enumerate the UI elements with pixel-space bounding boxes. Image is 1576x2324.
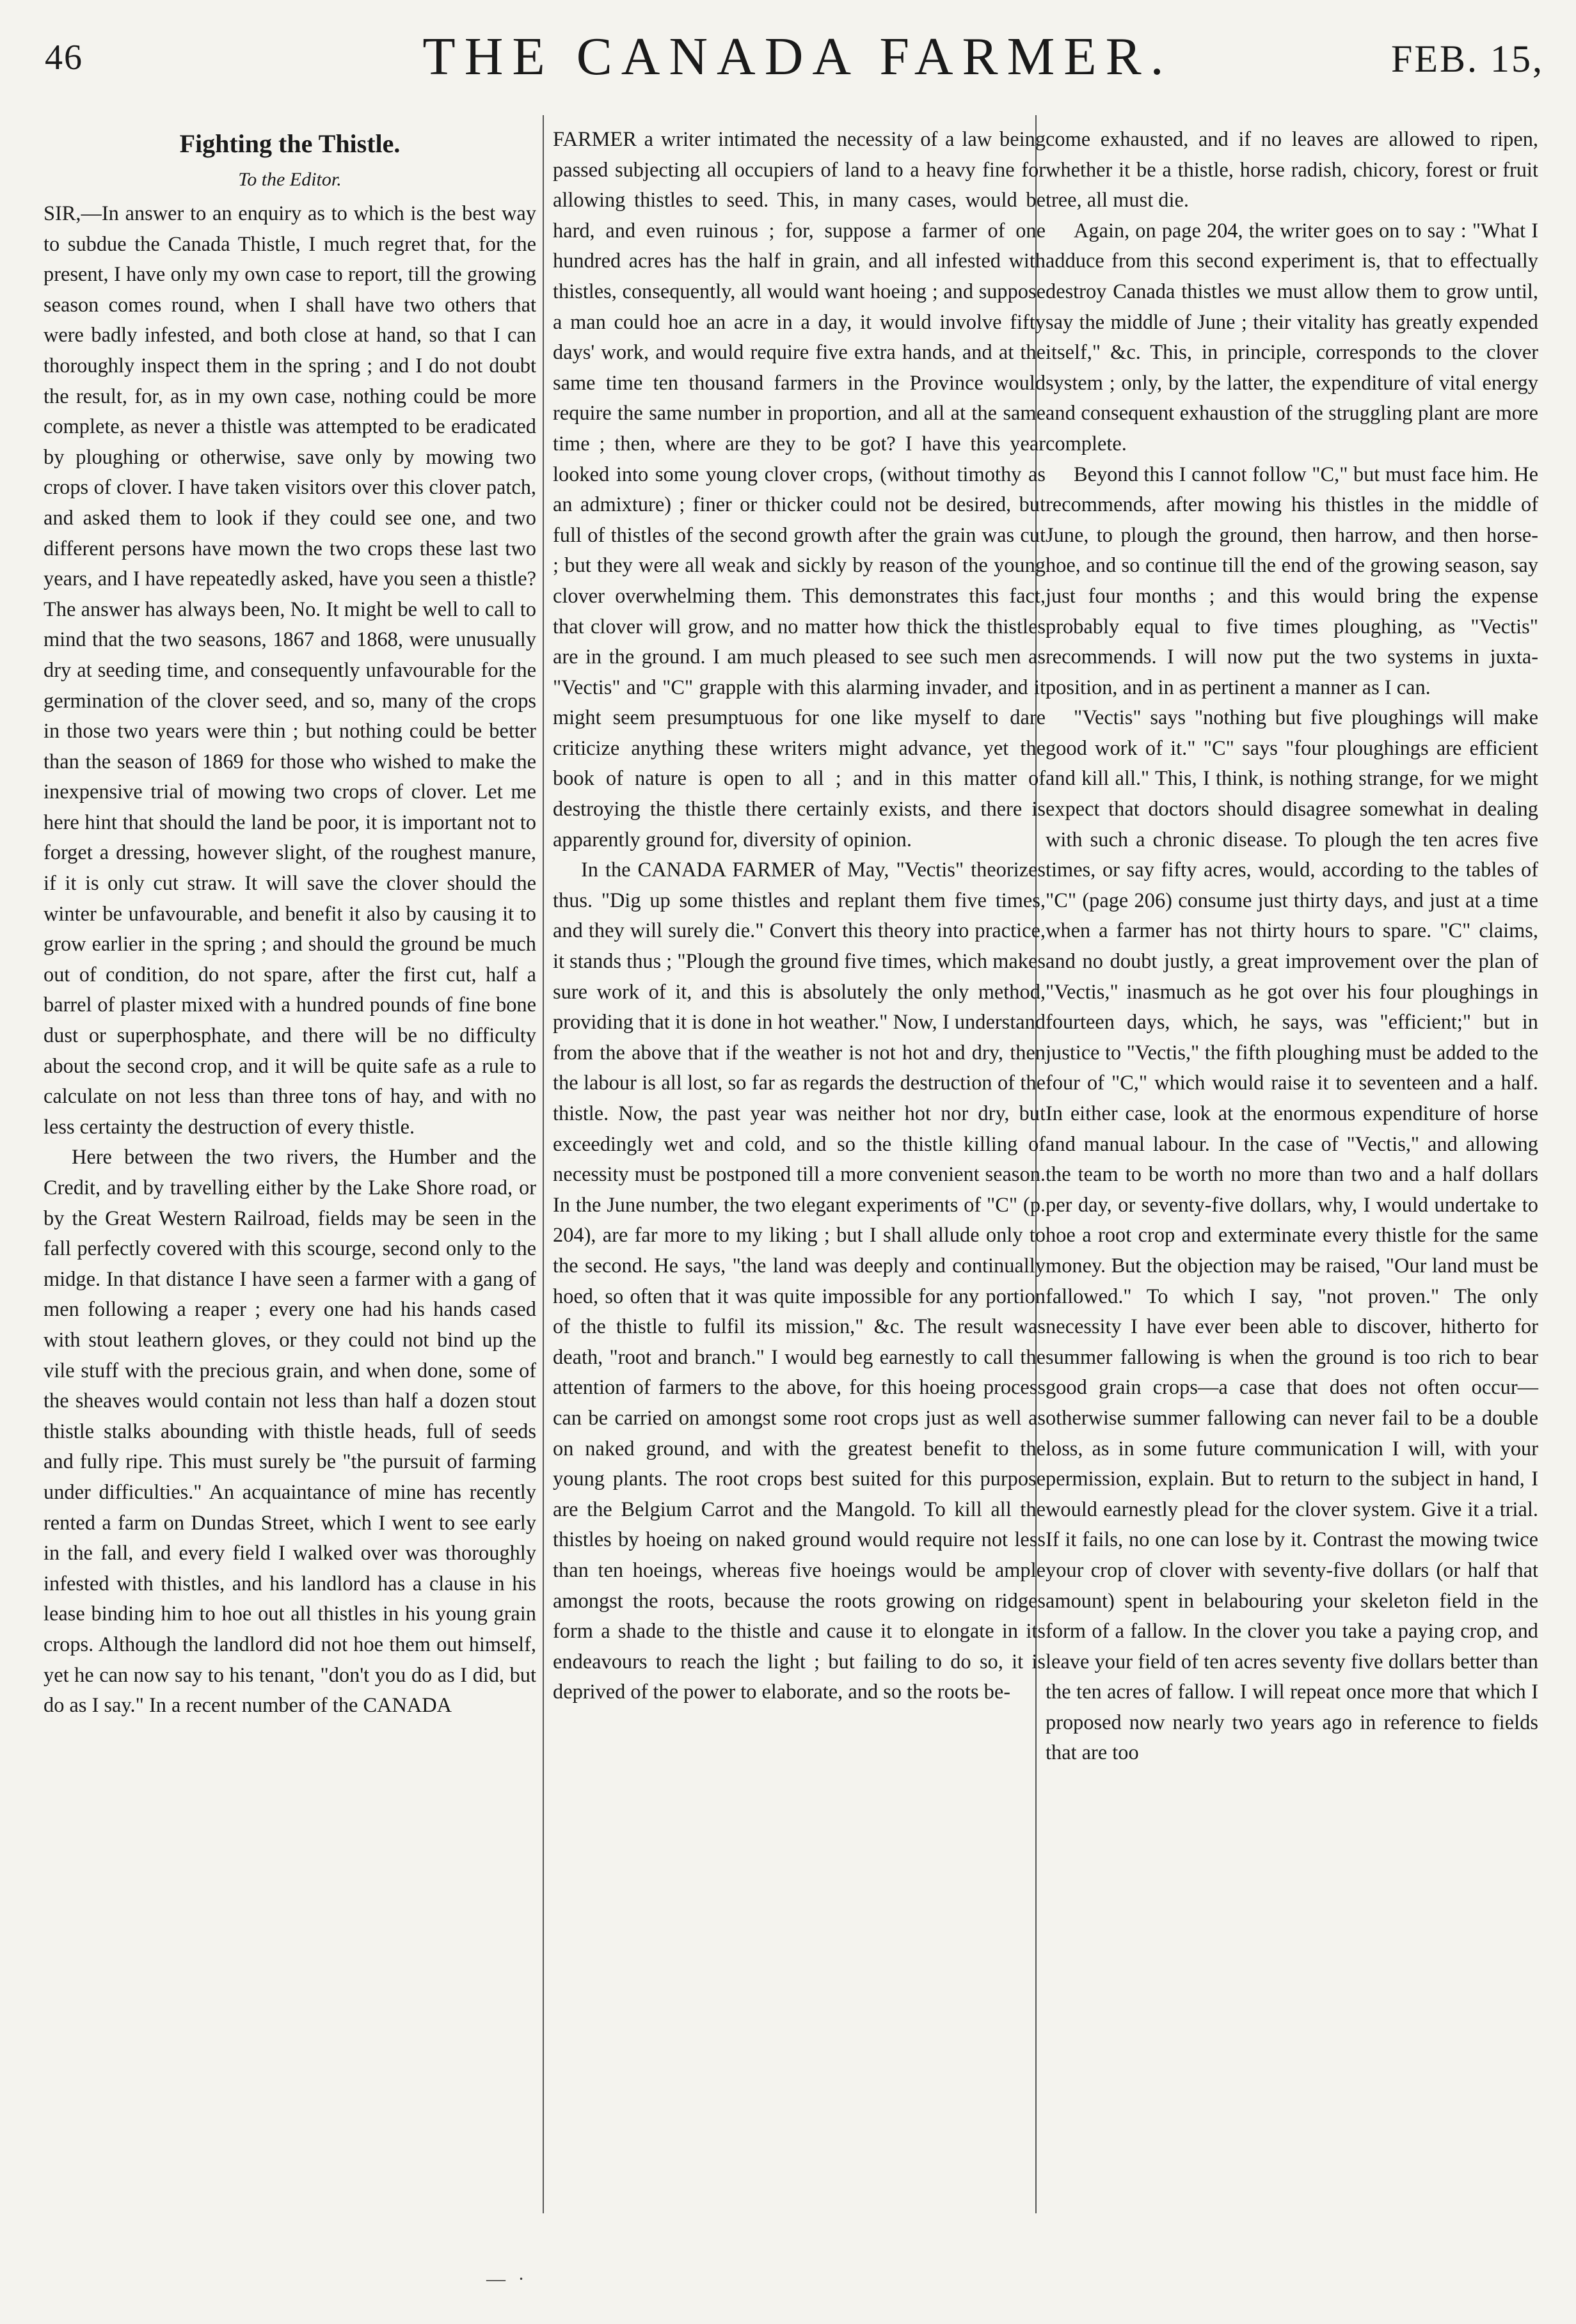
paragraph: Again, on page 204, the writer goes on to say : "What I adduce from this second experiment is, that to effectually destroy Canada thistles we must allow them to grow until, say the middle of June ; their vitality has greatly expended itself," &c. This, in principle, corresponds to the clover system ; only, by the latter, the expenditure of vital energy and consequent exhaustion of the struggling plant are more complete. (1046, 219, 1538, 455)
issue-date: FEB. 15, (1390, 38, 1544, 80)
column-2 (553, 125, 1046, 1708)
paragraph: FARMER a writer intimated the necessity of a law being passed subjecting all occupiers of land to a heavy fine for allowing thistles to seed. This, in many cases, would be hard, and even ruinous ; for, suppose a farmer of one hundred acres has the half in grain, and all infested with thistles, consequently, all would want hoeing ; and suppose a man could hoe an acre in a day, it would involve fifty days' work, and would require five extra hands, and at the same time ten thousand farmers in the Province would require the same number in proportion, and all at the same time ; then, where are they to be got? I have this year looked into some young clover crops, (without timothy as an admixture) ; finer or thicker could not be desired, but full of thistles of the second growth after the grain was cut ; but they were all weak and sickly by reason of the young clover overwhelming them. This demonstrates this fact, that clover will grow, and no matter how thick the thistles are in the ground. I am much pleased to see such men as "Vectis" and "C" grapple with this alarming invader, and it might seem presumptuous for one like myself to dare criticize anything these writers might advance, yet the book of nature is open to all ; and in this matter of destroying the thistle there certainly exists, and there is apparently ground for, diversity of opinion. (553, 128, 1046, 851)
paragraph: come exhausted, and if no leaves are allowed to ripen, whether it be a thistle, horse radish, chicory, forest or fruit tree, all must die. (1046, 128, 1538, 212)
paragraph: SIR,—In answer to an enquiry as to which is the best way to subdue the Canada Thistle, I much regret that, for the present, I have only my own case to report, till the growing season comes round, when I shall have two others that were badly infested, and both close at hand, so that I can thoroughly inspect them in the spring ; and I do not doubt the result, for, as in my own case, nothing could be more complete, as never a thistle was attempted to be eradicated by ploughing or otherwise, save only by mowing two crops of clover. I have taken visitors over this clover patch, and asked them to look if they could see one, and two different persons have mown the two crops these last two years, and I have repeatedly asked, have you seen a thistle? The answer has always been, No. It might be well to call to mind that the two seasons, 1867 and 1868, were unusually dry at seeding time, and consequently unfavourable for the germination of the clover seed, and so, many of the crops in those two years were thin ; but nothing could be better than the season of 1869 for those who wished to make the inexpensive trial of mowing two crops of clover. Let me here hint that should the land be poor, it is important not to forget a dressing, however slight, of the roughest manure, if it is only cut straw. It will save the clover should the winter be unfavourable, and benefit it also by causing it to grow earlier in the spring ; and should the ground be much out of condition, do not spare, after the first cut, half a barrel of plaster mixed with a hundred pounds of fine bone dust or superphosphate, and there will be no difficulty about the second crop, and it will be quite safe as a rule to calculate on not less than three tons of hay, and with no less certainty the destruction of every thistle. (44, 202, 536, 1139)
article-title: Fighting the Thistle. (179, 129, 401, 158)
paragraph: Here between the two rivers, the Humber and the Credit, and by travelling either by the Lake Shore road, or by the Great Western Railroad, fields may be seen in the fall perfectly covered with this scourge, second only to the midge. In that distance I have seen a farmer with a gang of men following a reaper ; every one had his hands cased with stout leathern gloves, or they could not bind up the vile stuff with the precious grain, and when done, some of the sheaves would contain not less than half a dozen stout thistle stalks abounding with thistle heads, full of seeds and fully ripe. This must surely be "the pursuit of farming under difficulties." An acquaintance of mine has recently rented a farm on Dundas Street, which I went to see early in the fall, and every field I walked over was thoroughly infested with thistles, and his landlord has a clause in his lease binding him to hoe out all thistles in his young grain crops. Although the landlord did not hoe them out himself, yet he can now say to his tenant, "don't you do as I did, but do as I say." In a recent number of the CANADA (44, 1146, 536, 1718)
page-number: 46 (45, 38, 83, 77)
column-3 (1046, 125, 1538, 1769)
paragraph: In the CANADA FARMER of May, "Vectis" theorizes thus. "Dig up some thistles and replant them five times, and they will surely die." Convert this theory into practice, it stands thus ; "Plough the ground five times, which makes sure work of it, and this is absolutely the only method, providing that it is done in hot weather." Now, I understand from the above that if the weather is not hot and dry, then the labour is all lost, so far as regards the destruction of the thistle. Now, the past year was neither hot nor dry, but exceedingly wet and cold, and so the thistle killing of necessity must be postponed till a more convenient season. In the June number, the two elegant experiments of "C" (p. 204), are far more to my liking ; but I shall allude only to the second. He says, "the land was deeply and continually hoed, so often that it was quite impossible for any portion of the thistle to fulfil its mission," &c. The result was death, "root and branch." I would beg earnestly to call the attention of farmers to the above, for this hoeing process can be carried on amongst some root crops just as well as on naked ground, and with the greatest benefit to the young plants. The root crops best suited for this purpose are the Belgium Carrot and the Mangold. To kill all the thistles by hoeing on naked ground would require not less than ten hoeings, whereas five hoeings would be ample amongst the roots, because the roots growing on ridges form a shade to the thistle and cause it to elongate in its endeavours to reach the light ; but failing to do so, it is deprived of the power to elaborate, and so the roots be- (553, 858, 1046, 1704)
footer-mark: — · (486, 2268, 529, 2289)
column-1 (44, 125, 536, 1721)
paragraph: Beyond this I cannot follow "C," but must face him. He recommends, after mowing his thistles in the middle of June, to plough the ground, then harrow, and then horse-hoe, and so continue till the end of the growing season, say just four months ; and this would bring the expense probably equal to five times ploughing, as "Vectis" recommends. I will now put the two systems in juxta-position, and in as pertinent a manner as I can. (1046, 462, 1538, 699)
paragraph: "Vectis" says "nothing but five ploughings will make good work of it." "C" says "four ploughings are efficient and kill all." This, I think, is nothing strange, for we might expect that doctors should disagree somewhat in dealing with such a chronic disease. To plough the ten acres five times, or say fifty acres, would, according to the tables of "C" (page 206) consume just thirty days, and just at a time when a farmer has not thirty hours to spare. "C" claims, and no doubt justly, a great improvement over the plan of "Vectis," inasmuch as he got over his four ploughings in fourteen days, which, he says, was "efficient;" but in justice to "Vectis," the fifth ploughing must be added to the four of "C," which would raise it to seventeen and a half. In either case, look at the enormous expenditure of horse and manual labour. In the case of "Vectis," and allowing the team to be worth no more than two and a half dollars per day, or seventy-five dollars, why, I would undertake to hoe a root crop and exterminate every thistle for the same money. But the objection may be raised, "Our land must be fallowed." To which I say, "not proven." The only necessity I have ever been able to discover, hitherto for summer fallowing is when the ground is too rich to bear good grain crops—a case that does not often occur—otherwise summer fallowing can never fail to be a double loss, as in some future communication I will, with your permission, explain. But to return to the subject in hand, I would earnestly plead for the clover system. Give it a trial. If it fails, no one can lose by it. Contrast the mowing twice your crop of clover with seventy-five dollars (or half that amount) spent in belabouring your skeleton field in the form of a fallow. In the clover you take a paying crop, and leave your field of ten acres seventy five dollars better than the ten acres of fallow. I will repeat once more that which I proposed now nearly two years ago in reference to fields that are too (1046, 706, 1538, 1765)
column-divider (543, 115, 544, 2213)
article-addressee: To the Editor. (238, 169, 342, 190)
masthead: THE CANADA FARMER. (422, 27, 1173, 86)
page-header (45, 26, 1550, 102)
